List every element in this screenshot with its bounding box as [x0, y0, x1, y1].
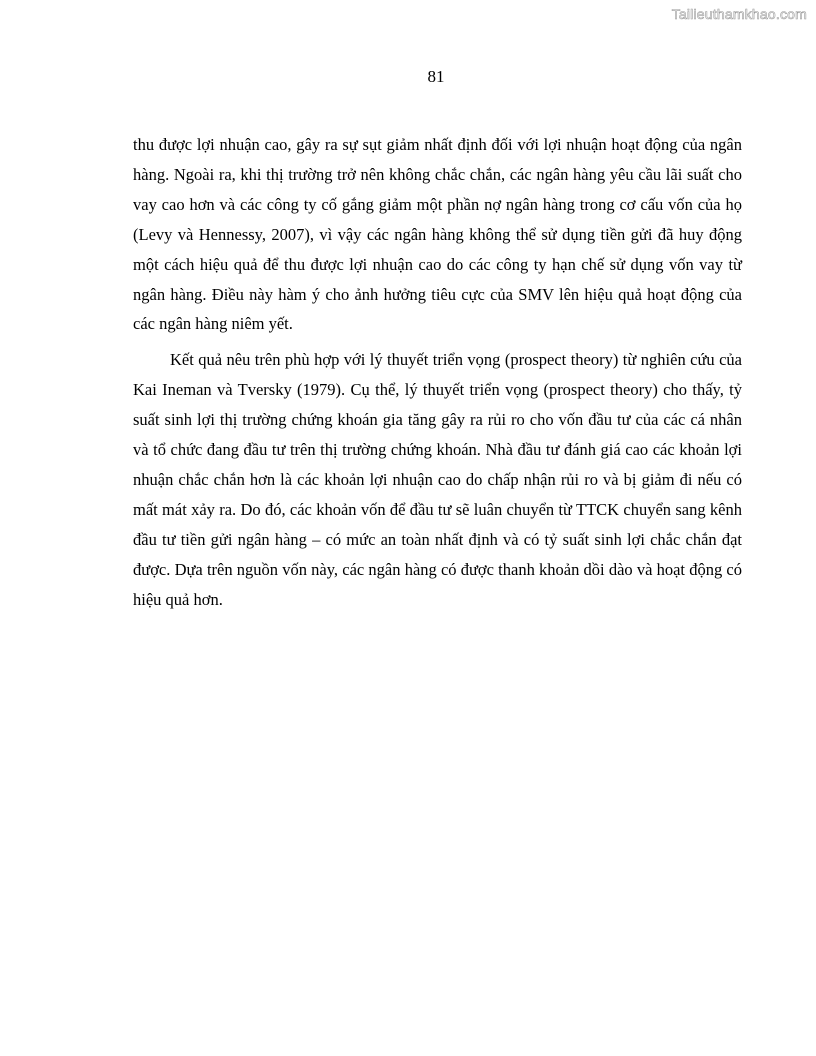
watermark: Tailieuthamkhao.com — [671, 6, 807, 22]
page-number: 81 — [427, 67, 445, 86]
paragraph-1: thu được lợi nhuận cao, gây ra sự sụt giảm nhất định đối với lợi nhuận hoạt động của ngân hàng. Ngoài ra, khi thị trường trở nên không chắc chắn, các ngân hàng yêu cầu lãi suất cho vay cao hơn và các công ty cố gắng giảm một phần nợ ngân hàng trong cơ cấu vốn của họ (Levy và Hennessy, 2007), vì vậy các ngân hàng không thể sử dụng tiền gửi đã huy động một cách hiệu quả để thu được lợi nhuận cao do các công ty hạn chế sử dụng vốn vay từ ngân hàng. Điều này hàm ý cho ảnh hưởng tiêu cực của SMV lên hiệu quả hoạt động của các ngân hàng niêm yết. — [133, 135, 742, 334]
paragraph-2: Kết quả nêu trên phù hợp với lý thuyết triển vọng (prospect theory) từ nghiên cứu của Kai Ineman và Tversky (1979). Cụ thể, lý thuyết triển vọng (prospect theory) cho thấy, tỷ suất sinh lợi thị trường chứng khoán gia tăng gây ra rủi ro cho vốn đầu tư của các cá nhân và tổ chức đang đầu tư trên thị trường chứng khoán. Nhà đầu tư đánh giá cao các khoản lợi nhuận chắc chắn hơn là các khoản lợi nhuận cao do chấp nhận rủi ro và bị giảm đi nếu có mất mát xảy ra. Do đó, các khoản vốn để đầu tư sẽ luân chuyển từ TTCK chuyển sang kênh đầu tư tiền gửi ngân hàng – có mức an toàn nhất định và có tỷ suất sinh lợi chắc chắn đạt được. Dựa trên nguồn vốn này, các ngân hàng có được thanh khoản dồi dào và hoạt động có hiệu quả hơn. — [133, 350, 742, 609]
document-body — [133, 130, 742, 615]
